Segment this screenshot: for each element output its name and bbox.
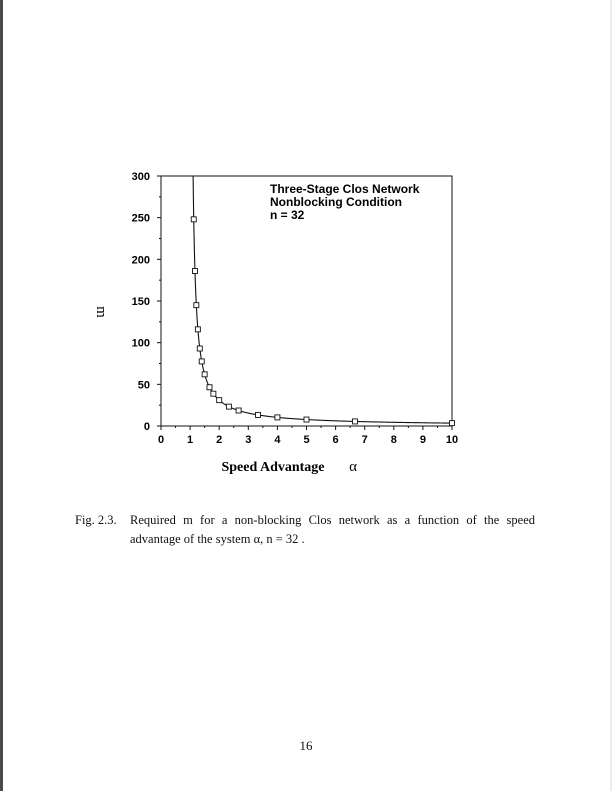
x-tick-label: 7	[361, 434, 368, 446]
y-tick-label: 100	[131, 337, 150, 350]
data-point-marker	[195, 327, 200, 332]
x-tick-label: 5	[303, 434, 310, 446]
page-number: 16	[299, 738, 313, 753]
x-tick-label: 1	[187, 434, 194, 446]
data-point-marker	[192, 269, 197, 274]
x-tick-label: 10	[445, 434, 459, 446]
y-axis-label: m	[93, 306, 109, 318]
x-tick-label: 2	[216, 434, 223, 446]
chart-title-line-3: n = 32	[270, 208, 305, 222]
chart-title-line-1: Three-Stage Clos Network	[270, 182, 420, 196]
data-point-marker	[217, 398, 222, 403]
x-axis-label: Speed Advantage	[221, 460, 325, 475]
plot-frame	[161, 176, 452, 426]
data-point-marker	[211, 391, 216, 396]
data-point-marker	[450, 421, 455, 426]
y-tick-label: 0	[143, 421, 150, 433]
series-line	[193, 176, 452, 423]
x-axis-label-symbol: α	[349, 459, 357, 475]
plot-border	[161, 176, 452, 426]
x-tick-label: 4	[274, 434, 281, 446]
y-tick-label: 150	[131, 296, 150, 308]
x-tick-label: 9	[419, 434, 426, 446]
y-tick-label: 250	[131, 212, 150, 225]
data-point-marker	[199, 359, 204, 364]
chart-title-line-2: Nonblocking Condition	[270, 195, 402, 209]
chart-title-block	[270, 182, 420, 222]
data-point-marker	[236, 408, 241, 413]
data-series	[191, 176, 454, 426]
y-tick-label: 200	[131, 254, 150, 267]
y-tick-label: 300	[131, 171, 150, 183]
x-axis-ticks	[158, 426, 458, 446]
data-point-marker	[197, 346, 202, 351]
data-point-marker	[275, 415, 280, 420]
x-tick-label: 6	[332, 434, 339, 446]
data-point-marker	[304, 417, 309, 422]
y-axis-ticks	[132, 171, 161, 433]
data-point-marker	[353, 419, 358, 424]
x-tick-label: 0	[157, 434, 165, 446]
data-point-marker	[255, 412, 260, 417]
x-tick-label: 3	[245, 434, 252, 446]
data-point-marker	[207, 385, 212, 390]
data-point-marker	[202, 372, 207, 377]
data-point-marker	[191, 217, 196, 222]
figure-caption-text: Required m for a non-blocking Clos network as a function of the speed advantage of the system α, n = 32 .	[130, 513, 535, 546]
figure-caption	[75, 511, 535, 549]
x-tick-label: 8	[390, 434, 397, 446]
data-point-marker	[226, 404, 231, 409]
data-point-marker	[194, 303, 199, 308]
y-tick-label: 50	[137, 379, 150, 392]
figure-label: Fig. 2.3.	[75, 513, 117, 527]
